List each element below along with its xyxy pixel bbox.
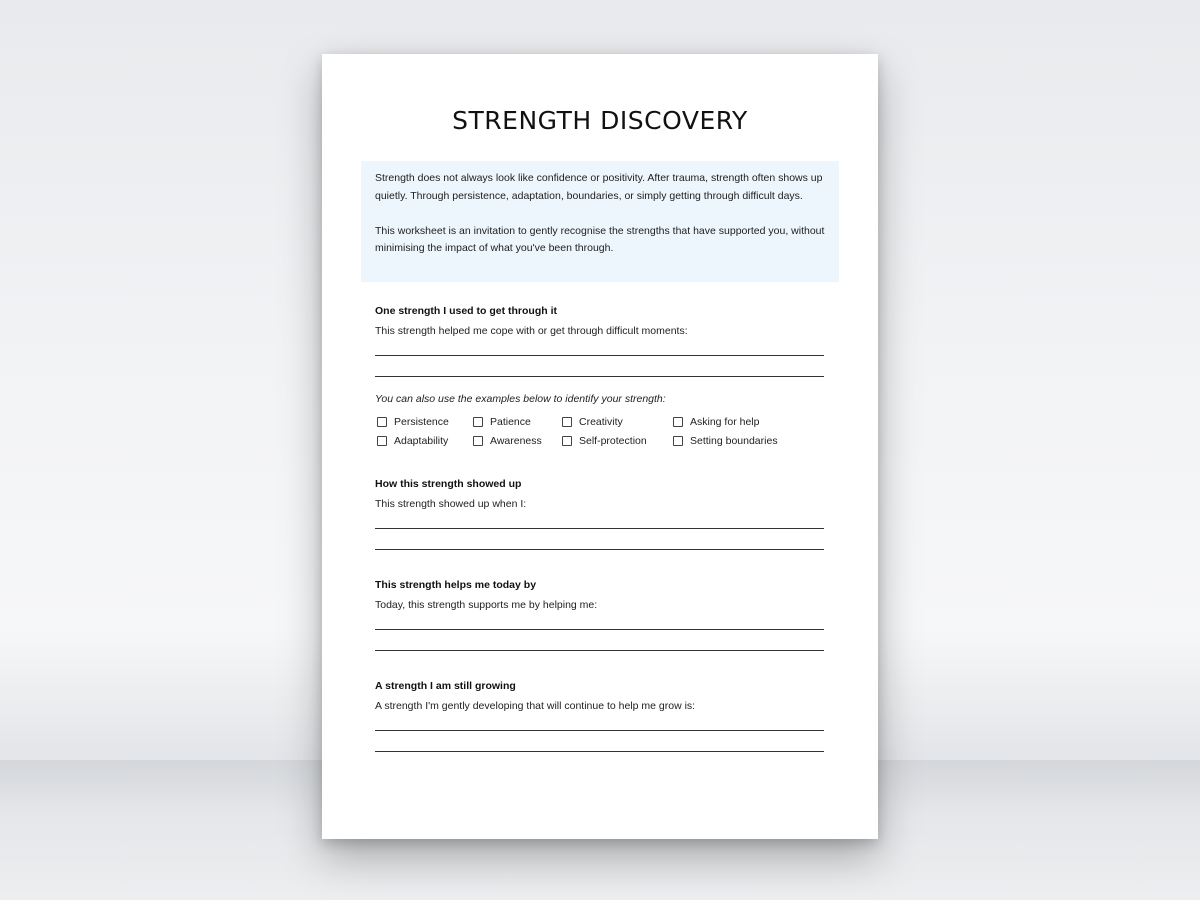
write-line[interactable]: [375, 751, 824, 752]
checkbox-icon[interactable]: [562, 417, 572, 427]
intro-box: [361, 161, 839, 282]
section-strength-used: [375, 304, 824, 338]
section-prompt: Today, this strength supports me by helping me:: [375, 599, 598, 611]
section-how-it-showed-up: [375, 477, 824, 511]
checkbox-self-protection[interactable]: [562, 434, 647, 448]
section-heading: A strength I am still growing: [375, 680, 516, 692]
intro-paragraph: Strength does not always look like confidence or positivity. After trauma, strength often shows up quietly. Through persistence, adaptation, boundaries, or simply getting through difficult days.: [375, 172, 823, 202]
section-prompt: A strength I'm gently developing that will continue to help me grow is:: [375, 700, 696, 712]
checkbox-label: Asking for help: [690, 416, 760, 428]
write-line[interactable]: [375, 650, 824, 651]
write-line[interactable]: [375, 376, 824, 377]
checkbox-persistence[interactable]: [377, 415, 449, 429]
checkbox-icon[interactable]: [473, 417, 483, 427]
strength-examples-grid: [377, 415, 817, 455]
checkbox-label: Creativity: [579, 416, 623, 428]
checkbox-adaptability[interactable]: [377, 434, 448, 448]
section-still-growing: [375, 679, 824, 713]
intro-paragraph: This worksheet is an invitation to gently recognise the strengths that have supported you, without minimising the impact of what you've been through.: [375, 224, 825, 255]
write-line[interactable]: [375, 629, 824, 630]
checkbox-icon[interactable]: [562, 436, 572, 446]
write-line[interactable]: [375, 355, 824, 356]
section-helps-me-today: [375, 578, 824, 612]
section-heading: This strength helps me today by: [375, 579, 537, 591]
section-prompt: This strength helped me cope with or get through difficult moments:: [375, 325, 688, 337]
checkbox-icon[interactable]: [377, 417, 387, 427]
checkbox-label: Awareness: [490, 435, 542, 447]
checkbox-label: Persistence: [394, 416, 449, 428]
checkbox-label: Patience: [490, 416, 531, 428]
section-heading: How this strength showed up: [375, 478, 522, 490]
checkbox-label: Setting boundaries: [690, 435, 778, 447]
write-line[interactable]: [375, 730, 824, 731]
section-prompt: This strength showed up when I:: [375, 498, 527, 510]
checkbox-label: Self-protection: [579, 435, 647, 447]
checkbox-icon[interactable]: [673, 417, 683, 427]
worksheet-page: [322, 54, 878, 839]
checkbox-awareness[interactable]: [473, 434, 542, 448]
write-line[interactable]: [375, 528, 824, 529]
write-line[interactable]: [375, 549, 824, 550]
examples-note: You can also use the examples below to identify your strength:: [375, 393, 666, 405]
checkbox-icon[interactable]: [377, 436, 387, 446]
checkbox-icon[interactable]: [673, 436, 683, 446]
checkbox-icon[interactable]: [473, 436, 483, 446]
checkbox-label: Adaptability: [394, 435, 449, 447]
checkbox-asking-for-help[interactable]: [673, 415, 759, 429]
checkbox-creativity[interactable]: [562, 415, 623, 429]
checkbox-setting-boundaries[interactable]: [673, 434, 778, 448]
section-heading: One strength I used to get through it: [375, 305, 557, 317]
checkbox-patience[interactable]: [473, 415, 531, 429]
worksheet-title: STRENGTH DISCOVERY: [452, 106, 748, 135]
